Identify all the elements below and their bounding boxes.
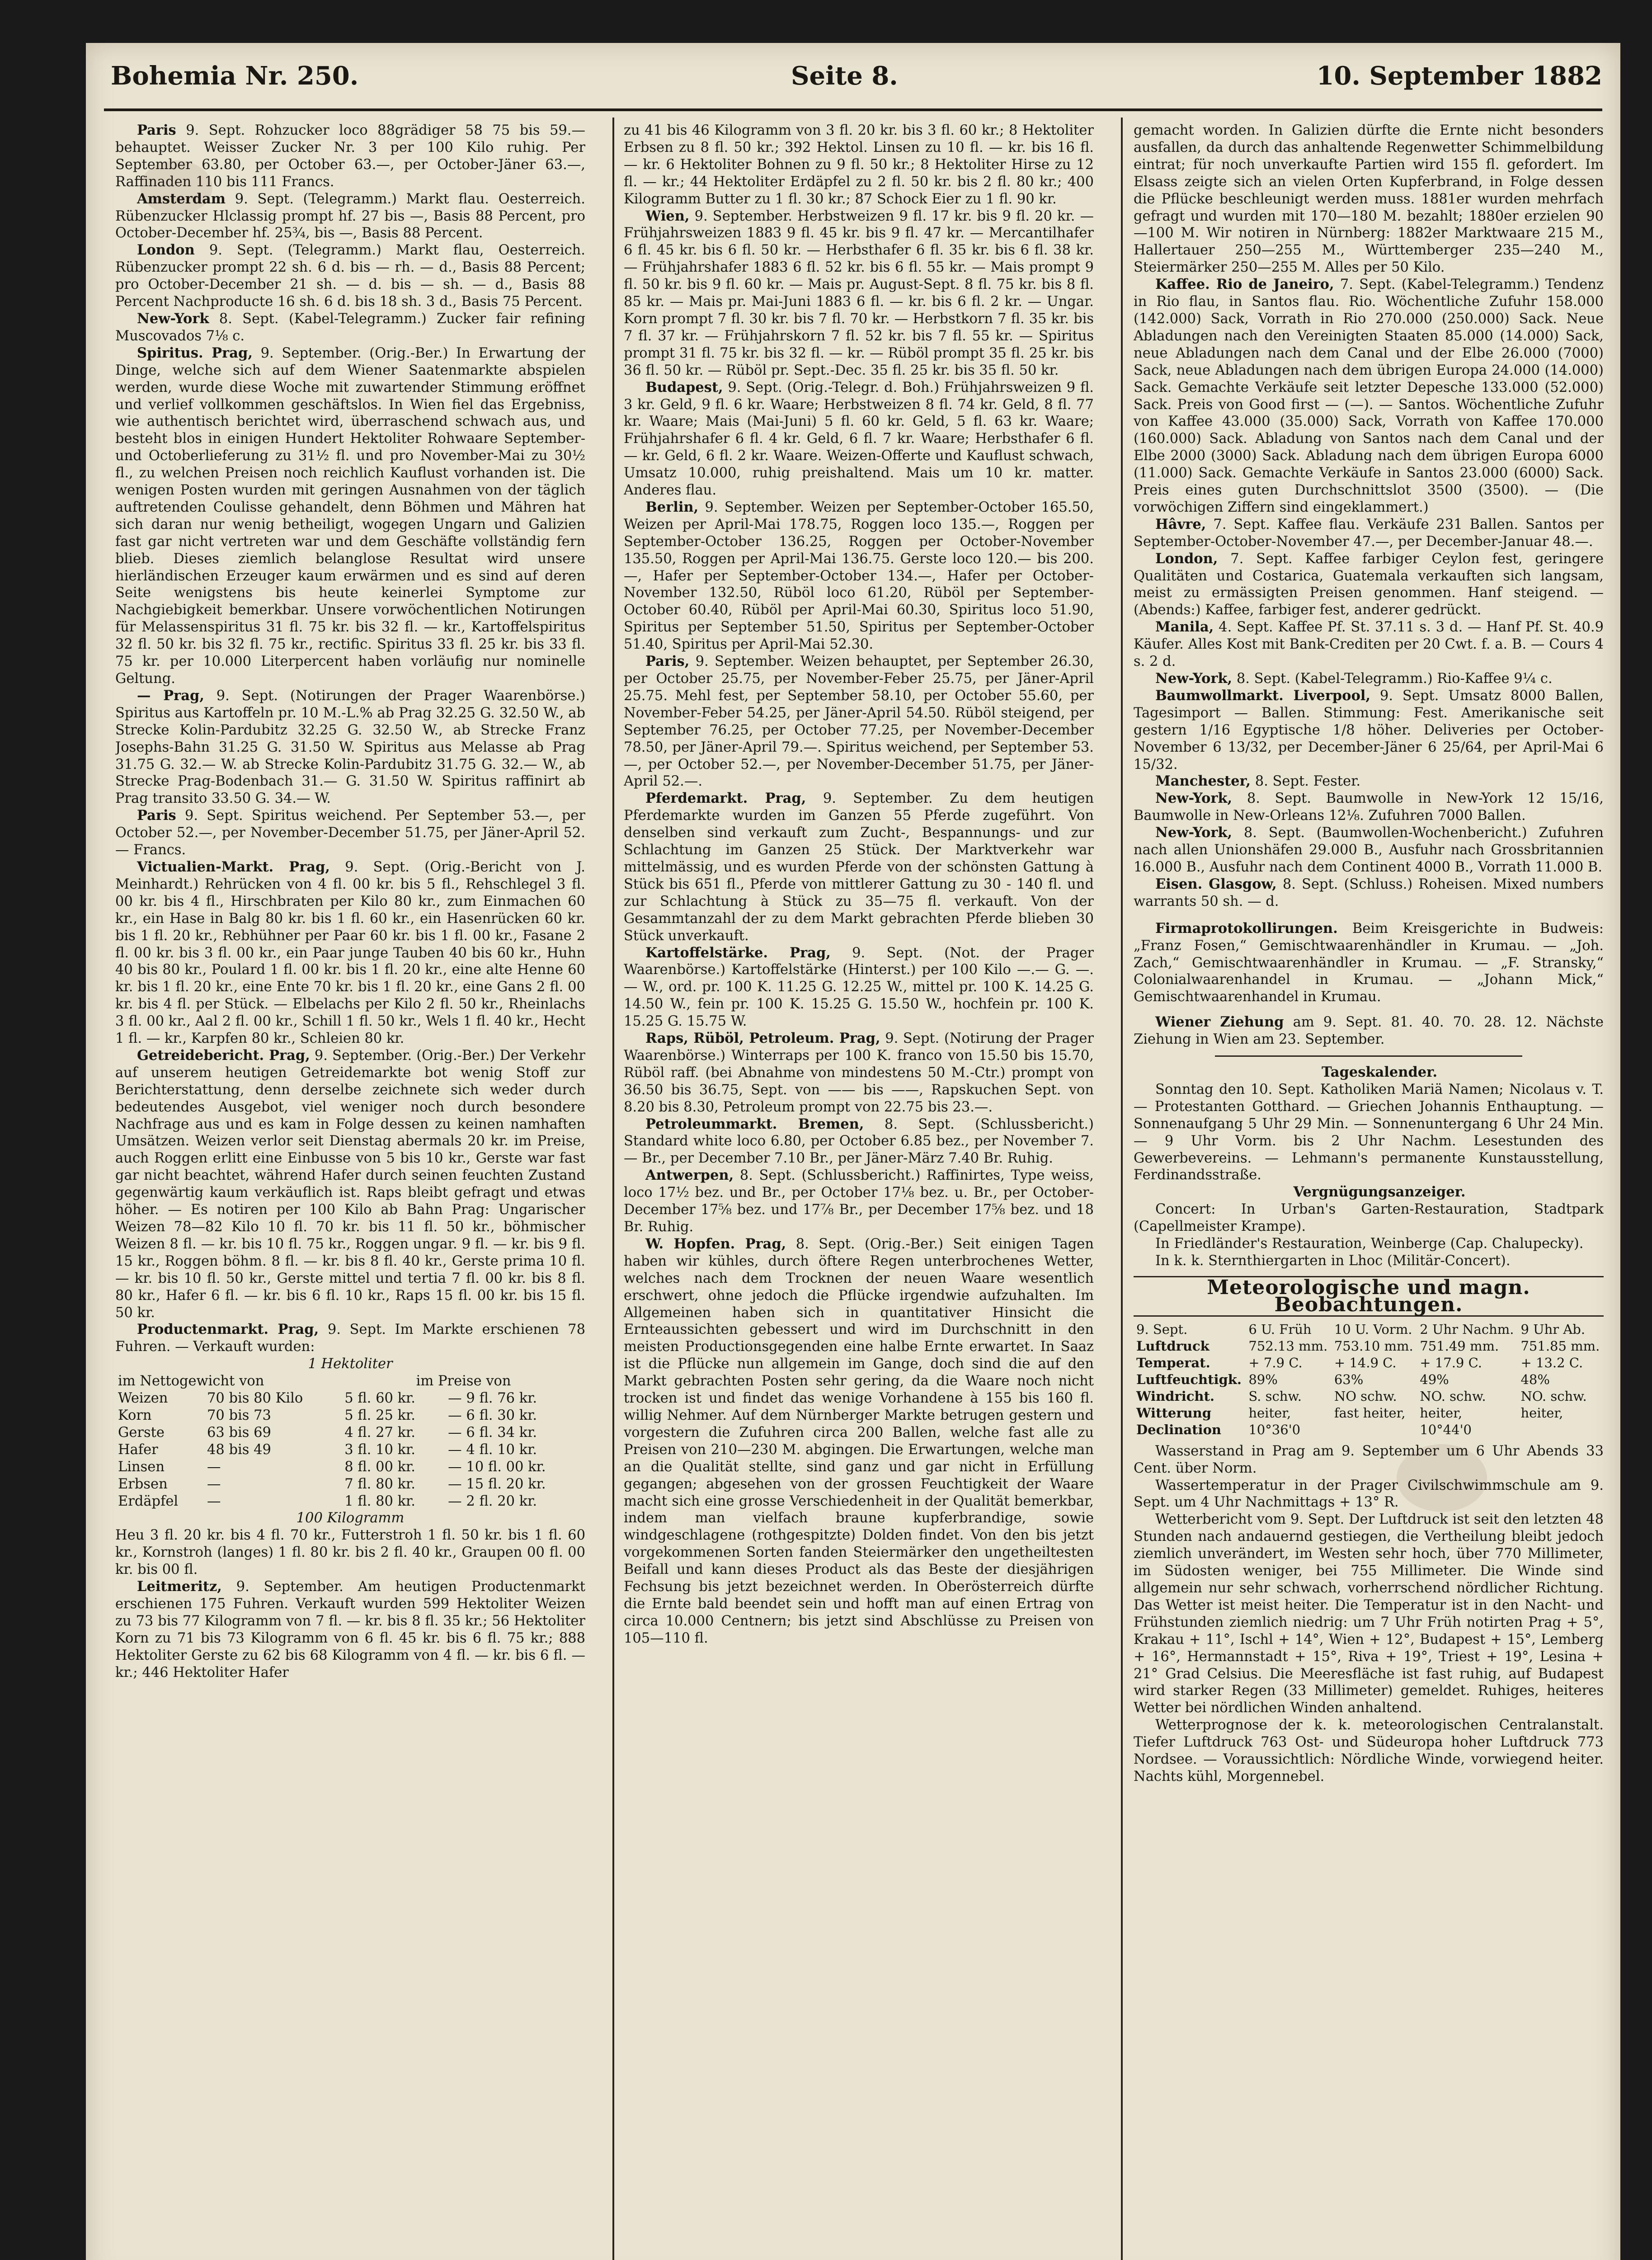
article-lead: Manchester, [1155,773,1251,790]
article-lead: New-York, [1155,790,1233,807]
article-text: gemacht worden. In Galizien dürfte die Ernte nicht besonders ausfallen, da durch das anhaltende Regenwetter Schimmelbildung eintrat; für noch unverkaufte Partien wird 155 fl. gefordert. Im Elsass zeigte sich an vielen Orten Kupferbrand, in Folge dessen die Pflücke beschleunigt werden muss. 1881er wurden mehrfach gefragt und wurden mit 170—180 M. bezahlt; 1880er erzielen 90—100 M. Wir notiren in Nürnberg: 1882er Marktwaare 215 M., Hallertauer 250—255 M., Württemberger 235—240 M., Steiermärker 250—255 M. Alles per 50 Kilo. [1134,122,1604,276]
weather-note: Wasserstand in Prag am 9. September um 6 Uhr Abends 33 Cent. über Norm. [1134,1443,1604,1476]
amusement-concert: Concert: In Urban's Garten-Restauration, Stadtpark (Capellmeister Krampe). [1134,1201,1604,1235]
article-lead: Baumwollmarkt. Liverpool, [1155,687,1370,704]
article-text: 9. Sept. Im Markte erschienen 78 Fuhren. — Verkauft wurden: [115,1322,585,1355]
article-paragraph [1134,670,1604,687]
article-paragraph [115,807,585,859]
article-paragraph [115,122,585,191]
meteo-cell: 48% [1520,1371,1550,1387]
meteo-cell: 10°44'0 [1420,1422,1472,1437]
article-text: 9. Sept. Rohzucker loco 88grädiger 58 75 bis 59.— behauptet. Weisser Zucker Nr. 3 per 100 Kilo ruhig. Per September 63.80, per October 63.—, per October-Jäner 63.—, Raffinaden 110 bis 111 Francs. [115,122,585,190]
table-cell: 7 fl. 80 kr. [344,1476,415,1492]
column-3 [1134,122,1604,2260]
article-lead: London [137,242,195,259]
table-cell: 1 fl. 80 kr. [344,1493,415,1509]
article-paragraph [1134,790,1604,824]
table-row [115,1441,585,1459]
article-lead: Eisen. Glasgow, [1155,876,1277,892]
article-text: 9. Sept. Umsatz 8000 Ballen, Tagesimport — Ballen. Stimmung: Fest. Amerikanische seit gestern 1/16 Egyptische 1/8 höher. Deliveries per October-November 6 13/32, per December-Jäner 6 25/64, per April-Mai 6 15/32. [1134,687,1604,772]
meteo-cell: 89% [1248,1371,1278,1387]
table-cell: 4 fl. 27 kr. [344,1424,415,1441]
column-1-articles-continued [115,1527,585,1681]
table-cell: 5 fl. 25 kr. [344,1407,415,1423]
article-text: 8. Sept. (Orig.-Ber.) Seit einigen Tagen haben wir kühles, durch öftere Regen unterbrochenes Wetter, welches nach dem Trocknen der neuen Waare wesentlich erschwert, ohne jedoch die Pflücke irgendwie aufzuhalten. Im Allgemeinen haben sich in quantitativer Hinsicht die Ernteaussichten gebessert und wird im Durchschnitt in den meisten Productionsgegenden eine halbe Ernte erwartet. In Saaz ist die Pflücke nun allgemein im Gange, doch sind die auf den Markt gebrachten Posten sehr gering, da die Waare noch nicht trocken ist und findet das wenige Vorhandene à 155 bis 160 fl. willig Nehmer. Auf dem Nürnberger Markte betrugen gestern und vorgestern die Zufuhren circa 200 Ballen, welche fast alle zu Preisen von 210—230 M. abgingen. Die Erwartungen, welche man an die Qualität stellte, sind ganz und gar nicht in Erfüllung gegangen; abgesehen von der grossen Feuchtigkeit der Waare macht sich eine grosse Verschiedenheit in der Qualität bemerkbar, indem man vielfach braune kupferbrandige, sowie windgeschlagene (rothgespitzte) Dolden findet. Von den bis jetzt vorgekommenen Sorten fanden Steiermärker den ungetheiltesten Beifall und kann dieses Product als das Beste der diesjährigen Fechsung bis jetzt bezeichnet werden. In Oberösterreich dürfte die Ernte bald beendet sein und hofft man auf einen Ertrag von circa 10.000 Centnern; bis jetzt sind Abschlüsse zu Preisen von 105—110 fl. [624,1236,1094,1646]
article-text: 9. September. Herbstweizen 9 fl. 17 kr. bis 9 fl. 20 kr. — Frühjahrsweizen 1883 9 fl. 45 kr. bis 9 fl. 47 kr. — Mercantilhafer 6 fl. 45 kr. bis 6 fl. 50 kr. — Herbsthafer 6 fl. 35 kr. bis 6 fl. 38 kr. — Frühjahrshafer 1883 6 fl. 52 kr. bis 6 fl. 55 kr. — Mais prompt 9 fl. 50 kr. bis 9 fl. 60 kr. — Mais pr. August-Sept. 8 fl. 75 kr. bis 8 fl. 85 kr. — Mais pr. Mai-Juni 1883 6 fl. — kr. bis 6 fl. 2 kr. — Ungar. Korn prompt 7 fl. 30 kr. bis 7 fl. 70 kr. — Herbstkorn 7 fl. 35 kr. bis 7 fl. 37 kr. — Frühjahrskorn 7 fl. 52 kr. bis 7 fl. 55 kr. — Spiritus prompt 31 fl. 75 kr. bis 32 fl. — kr. — Rüböl prompt 35 fl. 25 kr. bis 36 fl. 50 kr. — Rüböl pr. Sept.-Dec. 35 fl. 25 kr. bis 35 fl. 50 kr. [624,208,1094,378]
article-text: 8. Sept. Fester. [1255,773,1361,790]
firm-register [1134,920,1604,1006]
table-cell: Linsen [118,1459,165,1475]
table-row [115,1424,585,1441]
table-header-cell: im Nettogewicht von [118,1373,264,1389]
table-cell: — [207,1493,221,1509]
table-cell: — 10 fl. 00 kr. [448,1459,546,1475]
article-lead: Wien, [645,207,690,224]
article-text: 9. September. Weizen behauptet, per September 26.30, per October 25.75, per November-Feber 25.75, per Jäner-April 25.75. Mehl fest, per September 58.10, per October 55.60, per November-Feber 54.25, per Jäner-April 54.50. Rüböl steigend, per September 76.25, per October 77.25, per November-December 78.50, per Jäner-April 79.—. Spiritus weichend, per September 53.—, per October 52.—, per November-December 51.75, per Jäner-April 52.—. [624,654,1094,790]
article-lead: New-York, [1155,824,1233,841]
article-text: 9. September. Weizen per September-October 165.50, Weizen per April-Mai 178.75, Roggen loco 135.—, Roggen per September-October 136.25, Roggen per October-November 135.50, Roggen per April-Mai 136.75. Gerste loco 120.— bis 200.—, Hafer per September-October 134.—, Hafer per October-November 132.50, Rüböl loco 61.20, Rüböl per September-October 60.40, Rüböl per April-Mai 60.30, Spiritus loco 51.90, Spiritus per September 51.50, Spiritus per September-October 51.40, Spiritus per April-Mai 52.30. [624,499,1094,653]
meteo-cell [1518,1422,1604,1438]
amusement-line: In Friedländer's Restauration, Weinberge (Cap. Chalupecky). [1155,1236,1584,1252]
article-text: 8. Sept. (Schluss.) Roheisen. Mixed numbers warrants 50 sh. — d. [1134,876,1604,909]
article-paragraph [115,687,585,807]
meteo-cell: S. schw. [1248,1388,1302,1404]
article-lead: New-York [137,310,209,327]
meteo-cell: Windricht. [1136,1388,1214,1404]
column-3-articles [1134,122,1604,910]
meteo-cell: 751.85 mm. [1520,1338,1600,1354]
article-paragraph [624,208,1094,379]
meteo-row [1134,1371,1604,1388]
article-paragraph [624,1116,1094,1168]
table-cell: — 2 fl. 20 kr. [448,1493,537,1509]
article-text: 9. September. (Orig.-Ber.) In Erwartung der Dinge, welche sich auf dem Wiener Saatenmarkte abspielen werden, wurde diese Woche mit zuwartender Stimmung eröffnet und verlief vollkommen geschäftslos. In Wien fiel das Ergebniss, wie authentisch berichtet wird, überraschend schwach aus, und besteht blos in einigen Hundert Hektoliter Rohwaare September- und Octoberlieferung zu 31½ fl. und pro November-Mai zu 30½ fl., zu welchen Preisen noch reichlich Kauflust vorhanden ist. Die wenigen Posten wurden mit geringen Ausnahmen von der täglich auftretenden Coulisse gehandelt, denn Böhmen und Mähren hat sich daran nur wenig betheiligt, wogegen Ungarn und Galizien fast gar nicht vertreten war und dem Geschäfte vollständig fern blieb. Dieses ziemlich belanglose Resultat wird unsere hierländischen Erzeuger kaum erwärmen und es sind auf deren Seite wenigstens bis heute keinerlei Symptome zur Nachgiebigkeit bemerkbar. Unsere vorwöchentlichen Notirungen für Melassenspiritus 31 fl. 75 kr. bis 32 fl. — kr., Kartoffelspiritus 32 fl. 50 kr. bis 32 fl. 75 kr., rectific. Spiritus 33 fl. 25 kr. bis 33 fl. 75 kr. per 10.000 Literpercent haben vorläufig nur nominelle Geltung. [115,345,585,687]
meteo-row [1134,1355,1604,1371]
article-paragraph [624,1030,1094,1116]
article-text: 7. Sept. Kaffee farbiger Ceylon fest, geringere Qualitäten und Costarica, Guatemala verkauften sich langsam, meist zu ermässigten Preisen genommen. Hanf steigend. — (Abends:) Kaffee, farbiger fest, anderer gedrückt. [1134,551,1604,618]
article-lead: Paris [137,807,176,824]
article-lead: Petroleummarkt. Bremen, [645,1116,864,1132]
firm-register-heading: Firmaprotokollirungen. [1155,920,1338,937]
meteo-cell: + 14.9 C. [1334,1355,1397,1370]
table-row [115,1459,585,1476]
table-row [115,1407,585,1424]
article-paragraph [115,191,585,242]
meteo-cell: 10°36'0 [1248,1422,1301,1437]
firm-register-text: Beim Kreisgerichte in Budweis: „Franz Fosen,“ Gemischtwaarenhändler in Krumau. — „Joh. Zach,“ Gemischtwaarenhändler in Krumau. — „F. Stransky,“ Colonialwaarenhandel in Krumau. — „Johann Mick,“ Gemischtwaarenhandel in Krumau. [1134,920,1604,1005]
article-text: 8. Sept. (Baumwollen-Wochenbericht.) Zufuhren nach allen Unionshäfen 29.000 B., Ausfuhr nach Grossbritannien 16.000 B., Ausfuhr nach dem Continent 4000 B., Vorrath 11.000 B. [1134,825,1604,875]
article-lead: Manila, [1155,619,1214,636]
issue-date: 10. September 1882 [1316,61,1602,91]
meteo-cell: NO. schw. [1520,1388,1587,1404]
article-text: 8. Sept. (Kabel-Telegramm.) Rio-Kaffee 9¼ c. [1236,671,1553,687]
article-paragraph [624,499,1094,653]
article-text: 9. Sept. (Telegramm.) Markt flau. Oesterreich. Rübenzucker Hlclassig prompt hf. 27 bis —, Basis 88 Percent, pro October-December hf. 25¾, bis —, Basis 88 Percent. [115,191,585,241]
article-paragraph [624,379,1094,499]
meteo-cell: Temperat. [1136,1355,1210,1370]
article-text: 9. Sept. Spiritus weichend. Per September 53.—, per October 52.—, per November-December 51.75, per Jäner-April 52.— Francs. [115,808,585,858]
table-cell: — [207,1476,221,1492]
article-lead: Spiritus. Prag, [137,344,253,361]
calendar-text: Sonntag den 10. Sept. Katholiken Mariä Namen; Nicolaus v. T. — Protestanten Gotthard. — Griechen Johannis Enthauptung. — Sonnenaufgang 5 Uhr 29 Min. — Sonnenuntergang 6 Uhr 24 Min. — 9 Uhr Vorm. bis 2 Uhr Nachm. Lesestunden des Gewerbevereins. — Lehmann's permanente Kunstausstellung, Ferdinandsstraße. [1134,1081,1604,1183]
article-lead: Raps, Rüböl, Petroleum. Prag, [645,1030,880,1047]
meteo-cell: heiter, [1420,1405,1463,1421]
article-text: 9. September. (Orig.-Ber.) Der Verkehr auf unserem heutigen Getreidemarkte bot wenig Stoff zur Berichterstattung, denn derselbe zeichnete sich weder durch bedeutendes Ausgebot, viel weniger noch durch besondere Nachfrage aus und es kam in Folge dessen zu keinen namhaften Umsätzen. Weizen verlor seit Dienstag abermals 20 kr. im Preise, auch Roggen erlitt eine Einbusse von 5 bis 10 kr., Gerste war fast gar nicht beachtet, während Hafer durch seinen feuchten Zustand gegenwärtig kaum verkäuflich ist. Raps bleibt gefragt und etwas höher. — Es notiren per 100 Kilo ab Bahn Prag: Ungarischer Weizen 78—82 Kilo 10 fl. 70 kr. bis 11 fl. 50 kr., böhmischer Weizen 8 fl. — kr. bis 10 fl. 75 kr., Roggen ungar. 9 fl. — kr. bis 9 fl. 15 kr., Roggen böhm. 8 fl. — kr. bis 8 fl. 40 kr., Gerste prima 10 fl. — kr. bis 10 fl. 50 kr., Gerste mittel und tertia 7 fl. 00 kr. bis 8 fl. 80 kr., Hafer 6 fl. — kr. bis 6 fl. 10 kr., Raps 15 fl. 00 kr. bis 15 fl. 50 kr. [115,1047,585,1321]
meteo-row [1134,1422,1604,1438]
article-text: 9. September. Zu dem heutigen Pferdemarkte wurden im Ganzen 55 Pferde zugeführt. Von denselben sind verkauft zum Zucht-, Bespannungs- und zur Schlachtung im Ganzen 25 Stück. Der Marktverkehr war mittelmässig, und es wurden Pferde von der schönsten Gattung à Stück bis 651 fl., Pferde von mittlerer Gattung zu 30 - 140 fl. und zur Schlachtung à Stück zu 35—75 fl. verkauft. Von der Gesammtanzahl der zu dem Markt gebrachten Pferde blieben 30 Stück unverkauft. [624,791,1094,944]
article-text: 4. Sept. Kaffee Pf. St. 37.11 s. 3 d. — Hanf Pf. St. 40.9 Käufer. Alles Kost mit Bank-Crediten per 20 Cwt. f. a. B. — Cours 4 s. 2 d. [1134,619,1604,670]
meteo-cell: fast heiter, [1334,1405,1406,1421]
column-1 [115,122,585,2260]
article-lead: — Prag, [137,687,204,704]
article-paragraph [624,122,1094,208]
page-number: Seite 8. [791,61,898,91]
table-cell: — 4 fl. 10 kr. [448,1441,537,1458]
meteo-table [1134,1321,1604,1438]
table-cell: Gerste [118,1424,165,1441]
article-paragraph [1134,824,1604,876]
article-paragraph [1134,122,1604,276]
article-text: 8. Sept. (Kabel-Telegramm.) Zucker fair refining Muscovados 7⅛ c. [115,311,585,344]
column-2 [624,122,1094,2260]
table-row [115,1476,585,1493]
article-text: 9. Sept. (Not. der Prager Waarenbörse.) Kartoffelstärke (Hinterst.) per 100 Kilo —.— G. —.— W., ord. pr. 100 K. 11.25 G. 12.25 W., mittel pr. 100 K. 14.25 G. 14.50 W., fein pr. 100 K. 15.25 G. 15.50 W., hochfein pr. 100 K. 15.25 G. 15.75 W. [624,945,1094,1030]
table-row [115,1390,585,1407]
meteo-cell: + 7.9 C. [1248,1355,1303,1370]
article-paragraph [1134,619,1604,670]
article-text: 9. Sept. (Notirungen der Prager Waarenbörse.) Spiritus aus Kartoffeln pr. 10 M.-L.% ab Prag 32.25 G. 32.50 W., ab Strecke Kolin-Pardubitz 32.25 G. 32.50 W., ab Strecke Franz Josephs-Bahn 31.25 G. 31.50 W. Spiritus aus Melasse ab Prag 31.75 G. 32.— W. ab Strecke Kolin-Pardubitz 31.75 G. 32.— W., ab Strecke Prag-Bodenbach 31.— G. 31.50 W. Spiritus raffinirt ab Prag transito 33.50 G. 34.— W. [115,687,585,807]
amusement-line: In k. k. Sternthiergarten in Lhoc (Militär-Concert). [1155,1253,1511,1269]
article-lead: W. Hopfen. Prag, [645,1235,786,1252]
amusement-heading: Vergnügungsanzeiger. [1293,1184,1466,1201]
table-cell: — 15 fl. 20 kr. [448,1476,546,1492]
table-cell: — 9 fl. 76 kr. [448,1390,537,1407]
table-header [115,1373,585,1390]
article-paragraph [115,1527,585,1578]
meteo-cell: NO. schw. [1420,1388,1486,1404]
article-paragraph [115,859,585,1047]
article-text: 9. Sept. (Orig.-Bericht von J. Meinhardt.) Rehrücken von 4 fl. 00 kr. bis 5 fl., Rehschlegel 3 fl. 00 kr. bis 4 fl., Hirschbraten per Kilo 80 kr., zum Einmachen 60 kr., ein Hase in Balg 80 kr. bis 1 fl. 60 kr., ein Hasenrücken 60 kr. bis 1 fl. 20 kr., Rebhühner per Paar 60 kr. bis 1 fl. 00 kr., Fasane 2 fl. 00 kr. bis 3 fl. 00 kr., ein Paar junge Tauben 40 bis 60 kr., Huhn 40 bis 80 kr., Poulard 1 fl. 00 kr. bis 1 fl. 20 kr., eine alte Henne 60 kr. bis 1 fl. 20 kr., eine Ente 70 kr. bis 1 fl. 20 kr., eine Gans 2 fl. 00 kr. bis 4 fl. per Stück. — Elbelachs per Kilo 2 fl. 50 kr., Rheinlachs 3 fl. 00 kr., Aal 2 fl. 00 kr., Schill 1 fl. 50 kr., Wels 1 fl. 40 kr., Hecht 1 fl. — kr., Karpfen 80 kr., Schleien 80 kr. [115,859,585,1047]
table-header-cell: im Preise von [416,1373,511,1389]
article-text: 9. Sept. (Notirung der Prager Waarenbörse.) Winterraps per 100 K. franco von 15.50 bis 15.70, Rüböl raff. (bei Abnahme von mindestens 50 M.-Ctr.) prompt von 36.50 bis 36.75, Sept. von —— bis ——, Rapskuchen Sept. von 8.20 bis 8.30, Petroleum prompt von 22.75 bis 23.—. [624,1031,1094,1115]
table-cell: — 6 fl. 30 kr. [448,1407,537,1423]
weather-notes [1134,1443,1604,1785]
table-cell: 5 fl. 60 kr. [344,1390,415,1407]
calendar-heading: Tageskalender. [1321,1064,1438,1081]
weather-note: Wetterbericht vom 9. Sept. Der Luftdruck ist seit den letzten 48 Stunden nach andauernd gestiegen, die Vertheilung bleibt jedoch ziemlich unverändert, im Westen sehr hoch, über 770 Millimeter, im Südosten weniger, bei 755 Millimeter. Die Winde sind allgemein nur sehr schwach, vorherrschend nördlicher Richtung. Das Wetter ist meist heiter. Die Temperatur ist in den Nacht- und Frühstunden ziemlich niedrig: um 7 Uhr Früh notirten Prag + 5°, Krakau + 11°, Ischl + 14°, Wien + 12°, Budapest + 15°, Lemberg + 16°, Hermannstadt + 15°, Riva + 19°, Triest + 19°, Lesina + 21° Grad Celsius. Die Meeresfläche ist fast ruhig, auf Budapest wird starker Regen (33 Millimeter) gemeldet. Ruhiges, heiteres Wetter bei nördlichen Winden anhaltend. [1134,1511,1604,1716]
article-paragraph [624,790,1094,944]
newspaper-page [86,43,1620,2260]
table-cell: 63 bis 69 [207,1424,271,1441]
article-paragraph [624,1167,1094,1236]
article-lead: Leitmeritz, [137,1578,222,1595]
lottery-heading: Wiener Ziehung [1155,1014,1284,1031]
table-cell: Erdäpfel [118,1493,179,1509]
lottery-text: am 9. Sept. 81. 40. 70. 28. 12. Nächste Ziehung in Wien am 23. September. [1134,1014,1604,1048]
article-text: zu 41 bis 46 Kilogramm von 3 fl. 20 kr. bis 3 fl. 60 kr.; 8 Hektoliter Erbsen zu 8 fl. 50 kr.; 392 Hektol. Linsen zu 10 fl. — kr. bis 16 fl. — kr. 6 Hektoliter Bohnen zu 9 fl. 50 kr.; 8 Hektoliter Hirse zu 12 fl. — kr.; 44 Hektoliter Erdäpfel zu 2 fl. 50 kr. bis 2 fl. 80 kr.; 400 Kilogramm Butter zu 1 fl. 30 kr.; 87 Schock Eier zu 1 fl. 90 kr. [624,122,1094,207]
meteo-header-row [1134,1321,1604,1338]
article-lead: Antwerpen, [645,1167,734,1184]
meteo-cell: + 17.9 C. [1420,1355,1482,1370]
article-text: 9. Sept. (Orig.-Telegr. d. Boh.) Frühjahrsweizen 9 fl. 3 kr. Geld, 9 fl. 6 kr. Waare; Herbstweizen 8 fl. 74 kr. Geld, 8 fl. 77 kr. Waare; Mais (Mai-Juni) 5 fl. 60 kr. Geld, 5 fl. 63 kr. Waare; Frühjahrshafer 6 fl. 4 kr. Geld, 6 fl. 7 kr. Waare; Herbsthafer 6 fl. — kr. Geld, 6 fl. 2 kr. Waare. Weizen-Offerte und Kauflust schwach, Umsatz 10.000, ruhig preishaltend. Mais um 10 kr. matter. Anderes flau. [624,379,1094,499]
article-paragraph [624,1236,1094,1647]
meteo-heading: Meteorologische und magn. Beobachtungen. [1134,1276,1604,1317]
meteo-row [1134,1338,1604,1355]
article-paragraph [1134,276,1604,516]
article-lead: Kaffee. Rio de Janeiro, [1155,276,1334,293]
article-lead: Productenmarkt. Prag, [137,1321,319,1338]
table-cell: 3 fl. 10 kr. [344,1441,415,1458]
article-lead: Paris [137,122,176,138]
produce-price-table [115,1373,585,1510]
meteo-header-cell: 9. Sept. [1136,1321,1188,1337]
column-divider [1121,118,1123,2260]
meteo-cell: heiter, [1248,1405,1291,1421]
table-cell: Weizen [118,1390,168,1407]
article-text: 7. Sept. (Kabel-Telegramm.) Tendenz in Rio flau, in Santos flau. Rio. Wöchentliche Zufuhr 158.000 (142.000) Sack, Vorrath in Rio 270.000 (250.000) Sack. Neue Abladungen nach den Vereinigten Staaten 85.000 (14.000) Sack, neue Abladungen nach dem Canal und der Elbe 26.000 (7000) Sack, neue Abladungen nach dem übrigen Europa 24.000 (14.000) Sack. Gemachte Verkäufe seit letzter Depesche 133.000 (52.000) Sack. Preis von Good first — (—). — Santos. Wöchentliche Zufuhr von Kaffee 43.000 (35.000) Sack, Vorrath von Kaffee 170.000 (160.000) Sack. Abladung von Santos nach dem Canal und der Elbe 2000 (3000) Sack. Abladung nach dem übrigen Europa 6000 (11.000) Sack. Gemachte Verkäufe in Santos 23.000 (6000) Sack. Preis eines guten Durchschnittslot 3500 (3500). — (Die vorwöchigen Ziffern sind eingeklammert.) [1134,277,1604,515]
section-divider [1215,1055,1522,1057]
meteo-cell: Witterung [1136,1405,1212,1421]
article-paragraph [115,1321,585,1356]
column-divider [612,118,614,2260]
meteo-cell: heiter, [1520,1405,1563,1421]
article-lead: Budapest, [645,379,723,396]
table-cell: Hafer [118,1441,158,1458]
article-text: Heu 3 fl. 20 kr. bis 4 fl. 70 kr., Futterstroh 1 fl. 50 kr. bis 1 fl. 60 kr., Kornstroh (langes) 1 fl. 80 kr. bis 2 fl. 40 kr., Graupen 00 fl. 00 kr. bis 00 fl. [115,1527,585,1578]
article-paragraph [115,1047,585,1322]
article-lead: Berlin, [645,499,699,515]
article-paragraph [115,1578,585,1681]
table-cell: Korn [118,1407,152,1423]
lottery-notice [1134,1014,1604,1048]
article-text: 9. September. Am heutigen Productenmarkt erschienen 175 Fuhren. Verkauft wurden 599 Hektoliter Weizen zu 73 bis 77 Kilogramm von 7 fl. — kr. bis 8 fl. 35 kr.; 56 Hektoliter Korn zu 71 bis 73 Kilogramm von 6 fl. 45 kr. bis 6 fl. 75 kr.; 888 Hektoliter Gerste zu 62 bis 68 Kilogramm von 4 fl. — kr. bis 6 fl. — kr.; 446 Hektoliter Hafer [115,1579,585,1681]
article-lead: London, [1155,550,1218,567]
meteo-cell [1332,1422,1417,1438]
table-cell: 48 bis 49 [207,1441,271,1458]
article-lead: Hâvre, [1155,516,1206,532]
article-lead: Getreidebericht. Prag, [137,1047,310,1064]
article-text: 8. Sept. (Schlussbericht.) Raffinirtes, Type weiss, loco 17½ bez. und Br., per October 17⅛ bez. u. Br., per October-December 17⅝ bez. und 17⅞ Br., per December 17⅝ bez. und 18 Br. Ruhig. [624,1168,1094,1235]
meteo-cell: + 13.2 C. [1520,1355,1583,1370]
weather-note: Wetterprognose der k. k. meteorologischen Centralanstalt. Tiefer Luftdruck 763 Ost- und Südeuropa hoher Luftdruck 773 Nordsee. — Voraussichtlich: Nördliche Winde, vorwiegend heiter. Nachts kühl, Morgennebel. [1134,1717,1604,1784]
table-row [115,1493,585,1510]
meteo-header-cell: 10 U. Vorm. [1334,1321,1412,1337]
article-text: 9. Sept. (Telegramm.) Markt flau, Oesterreich. Rübenzucker prompt 22 sh. 6 d. bis — rh. — d., Basis 88 Percent; pro October-December 21 sh. — d. bis — sh. — d., Basis 88 Percent Nachproducte 16 sh. 6 d. bis 18 sh. 3 d., Basis 75 Percent. [115,242,585,310]
column-1-articles [115,122,585,1356]
article-paragraph [115,311,585,345]
table-cell: 70 bis 73 [207,1407,271,1423]
meteo-cell: 752.13 mm. [1248,1338,1328,1354]
meteo-cell: NO schw. [1334,1388,1397,1404]
article-lead: Pferdemarkt. Prag, [645,790,806,807]
article-text: 8. Sept. (Schlussbericht.) Standard white loco 6.80, per October 6.85 bez., per November 7.— Br., per December 7.10 Br., per Jäner-März 7.40 Br. Ruhig. [624,1116,1094,1167]
meteo-cell: Declination [1136,1422,1222,1437]
article-lead: New-York, [1155,670,1233,687]
article-paragraph [1134,516,1604,551]
article-paragraph [1134,551,1604,619]
meteo-cell: 753.10 mm. [1334,1338,1413,1354]
table-cell: 8 fl. 00 kr. [344,1459,415,1475]
column-2-articles [624,122,1094,1647]
meteo-header-cell: 2 Uhr Nachm. [1420,1321,1514,1337]
table-cell: 70 bis 80 Kilo [207,1390,303,1407]
article-lead: Victualien-Markt. Prag, [137,858,330,875]
article-text: 8. Sept. Baumwolle in New-York 12 15/16, Baumwolle in New-Orleans 12⅛. Zufuhren 7000 Ballen. [1134,791,1604,824]
meteo-row [1134,1405,1604,1422]
article-lead: Paris, [645,653,690,670]
article-paragraph [1134,773,1604,790]
article-paragraph [624,653,1094,790]
table-cell: Erbsen [118,1476,168,1492]
article-text: 7. Sept. Kaffee flau. Verkäufe 231 Ballen. Santos per September-October-November 47.—, per December-Januar 48.—. [1134,516,1604,550]
meteo-header-cell: 9 Uhr Ab. [1520,1321,1586,1337]
meteo-cell: Luftfeuchtigk. [1136,1371,1242,1387]
article-paragraph [115,345,585,687]
meteo-cell: 49% [1420,1371,1449,1387]
produce-caption-1: 1 Hektoliter [308,1356,393,1372]
meteo-cell: 63% [1334,1371,1364,1387]
article-lead: Amsterdam [137,190,226,207]
article-paragraph [624,945,1094,1031]
meteo-row [1134,1388,1604,1405]
article-paragraph [1134,876,1604,910]
header-rule [104,108,1602,111]
meteo-header-cell: 6 U. Früh [1248,1321,1312,1337]
article-paragraph [115,242,585,311]
article-lead: Kartoffelstärke. Prag, [645,944,831,961]
meteo-cell: 751.49 mm. [1420,1338,1499,1354]
meteo-cell: Luftdruck [1136,1338,1210,1354]
table-cell: — [207,1459,221,1475]
produce-caption-2: 100 Kilogramm [296,1510,405,1526]
weather-note: Wassertemperatur in der Prager Civilschwimmschule am 9. Sept. um 4 Uhr Nachmittags + 13° R. [1134,1477,1604,1511]
table-cell: — 6 fl. 34 kr. [448,1424,537,1441]
article-paragraph [1134,687,1604,773]
page-header [86,61,1620,104]
masthead-left: Bohemia Nr. 250. [111,61,359,91]
